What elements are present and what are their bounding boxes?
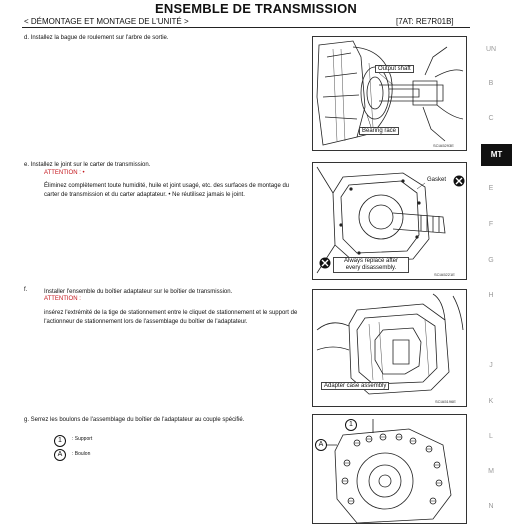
side-tab-h[interactable]: H bbox=[488, 292, 494, 299]
side-tab-mt[interactable]: MT bbox=[481, 144, 512, 166]
side-tab-un[interactable]: UN bbox=[485, 46, 497, 53]
label-adapter-case: Adapter case assembly bbox=[321, 382, 389, 390]
figure-symbol-support: 1 bbox=[345, 419, 357, 431]
step-f-attention: ATTENTION : bbox=[44, 296, 81, 302]
legend-label-bolt: : Boulon bbox=[72, 451, 91, 457]
legend-symbol-bolt: A bbox=[54, 449, 66, 461]
side-tab-l[interactable]: L bbox=[489, 433, 493, 440]
side-tab-n[interactable]: N bbox=[488, 503, 494, 510]
figure-symbol-bolt: A bbox=[315, 439, 327, 451]
bolt-pattern-illustration bbox=[313, 415, 466, 523]
side-tab-f[interactable]: F bbox=[488, 221, 494, 228]
figure-bolt-pattern bbox=[312, 414, 467, 524]
figure-gasket bbox=[312, 162, 467, 280]
step-g-text: g. Serrez les boulons de l'assemblage du boîtier de l'adaptateur au couple spécifié. bbox=[24, 417, 245, 423]
side-tab-m[interactable]: M bbox=[488, 468, 494, 475]
figure-adapter-case bbox=[312, 289, 467, 407]
step-e-attention: ATTENTION : • bbox=[44, 170, 85, 176]
side-tab-g[interactable]: G bbox=[488, 257, 494, 264]
step-f-body: insérez l'extrémité de la tige de stationnement entre le cliquet de stationnement et le support de l'actionneur de stationnement lors de l'assemblage du boîtier de l'adaptateur. bbox=[44, 310, 298, 325]
step-f-text: Installer l'ensemble du boîtier adaptateur sur le boîtier de transmission. bbox=[44, 289, 233, 295]
side-tab-b[interactable]: B bbox=[488, 80, 494, 87]
side-tab-c[interactable]: C bbox=[488, 115, 494, 122]
step-e-body: Éliminez complètement toute humidité, huile et joint usagé, etc. des surfaces de montage du carter de transmission et du carter adaptateur. • Ne réutilisez jamais le joint. bbox=[44, 183, 290, 198]
step-d-text: d. Installez la bague de roulement sur l'arbre de sortie. bbox=[24, 35, 169, 41]
page-title: ENSEMBLE DE TRANSMISSION bbox=[155, 1, 357, 16]
label-always-replace: Always replace after every disassembly. bbox=[333, 257, 409, 273]
model-code: [7AT: RE7R01B] bbox=[396, 17, 454, 26]
label-gasket: Gasket bbox=[427, 177, 447, 183]
legend-symbol-support: 1 bbox=[54, 435, 66, 447]
figure-code-f: SCIA5196E bbox=[435, 399, 456, 404]
figure-code-e: SCIA5221E bbox=[434, 272, 455, 277]
figure-code-d: SCIA5293E bbox=[433, 143, 454, 148]
side-tab-e[interactable]: E bbox=[488, 185, 494, 192]
step-f-letter: f. bbox=[24, 287, 28, 293]
side-tab-j[interactable]: J bbox=[489, 362, 493, 369]
label-output-shaft: Output shaft bbox=[375, 65, 414, 73]
section-title: < DÉMONTAGE ET MONTAGE DE L'UNITÉ > bbox=[24, 17, 189, 26]
figure-bearing-race bbox=[312, 36, 467, 151]
header-rule bbox=[22, 27, 470, 28]
label-bearing-race: Bearing race bbox=[359, 127, 399, 135]
step-e-text: e. Installez le joint sur le carter de transmission. bbox=[24, 162, 151, 168]
legend-label-support: : Support bbox=[72, 436, 93, 442]
side-tab-k[interactable]: K bbox=[488, 398, 494, 405]
